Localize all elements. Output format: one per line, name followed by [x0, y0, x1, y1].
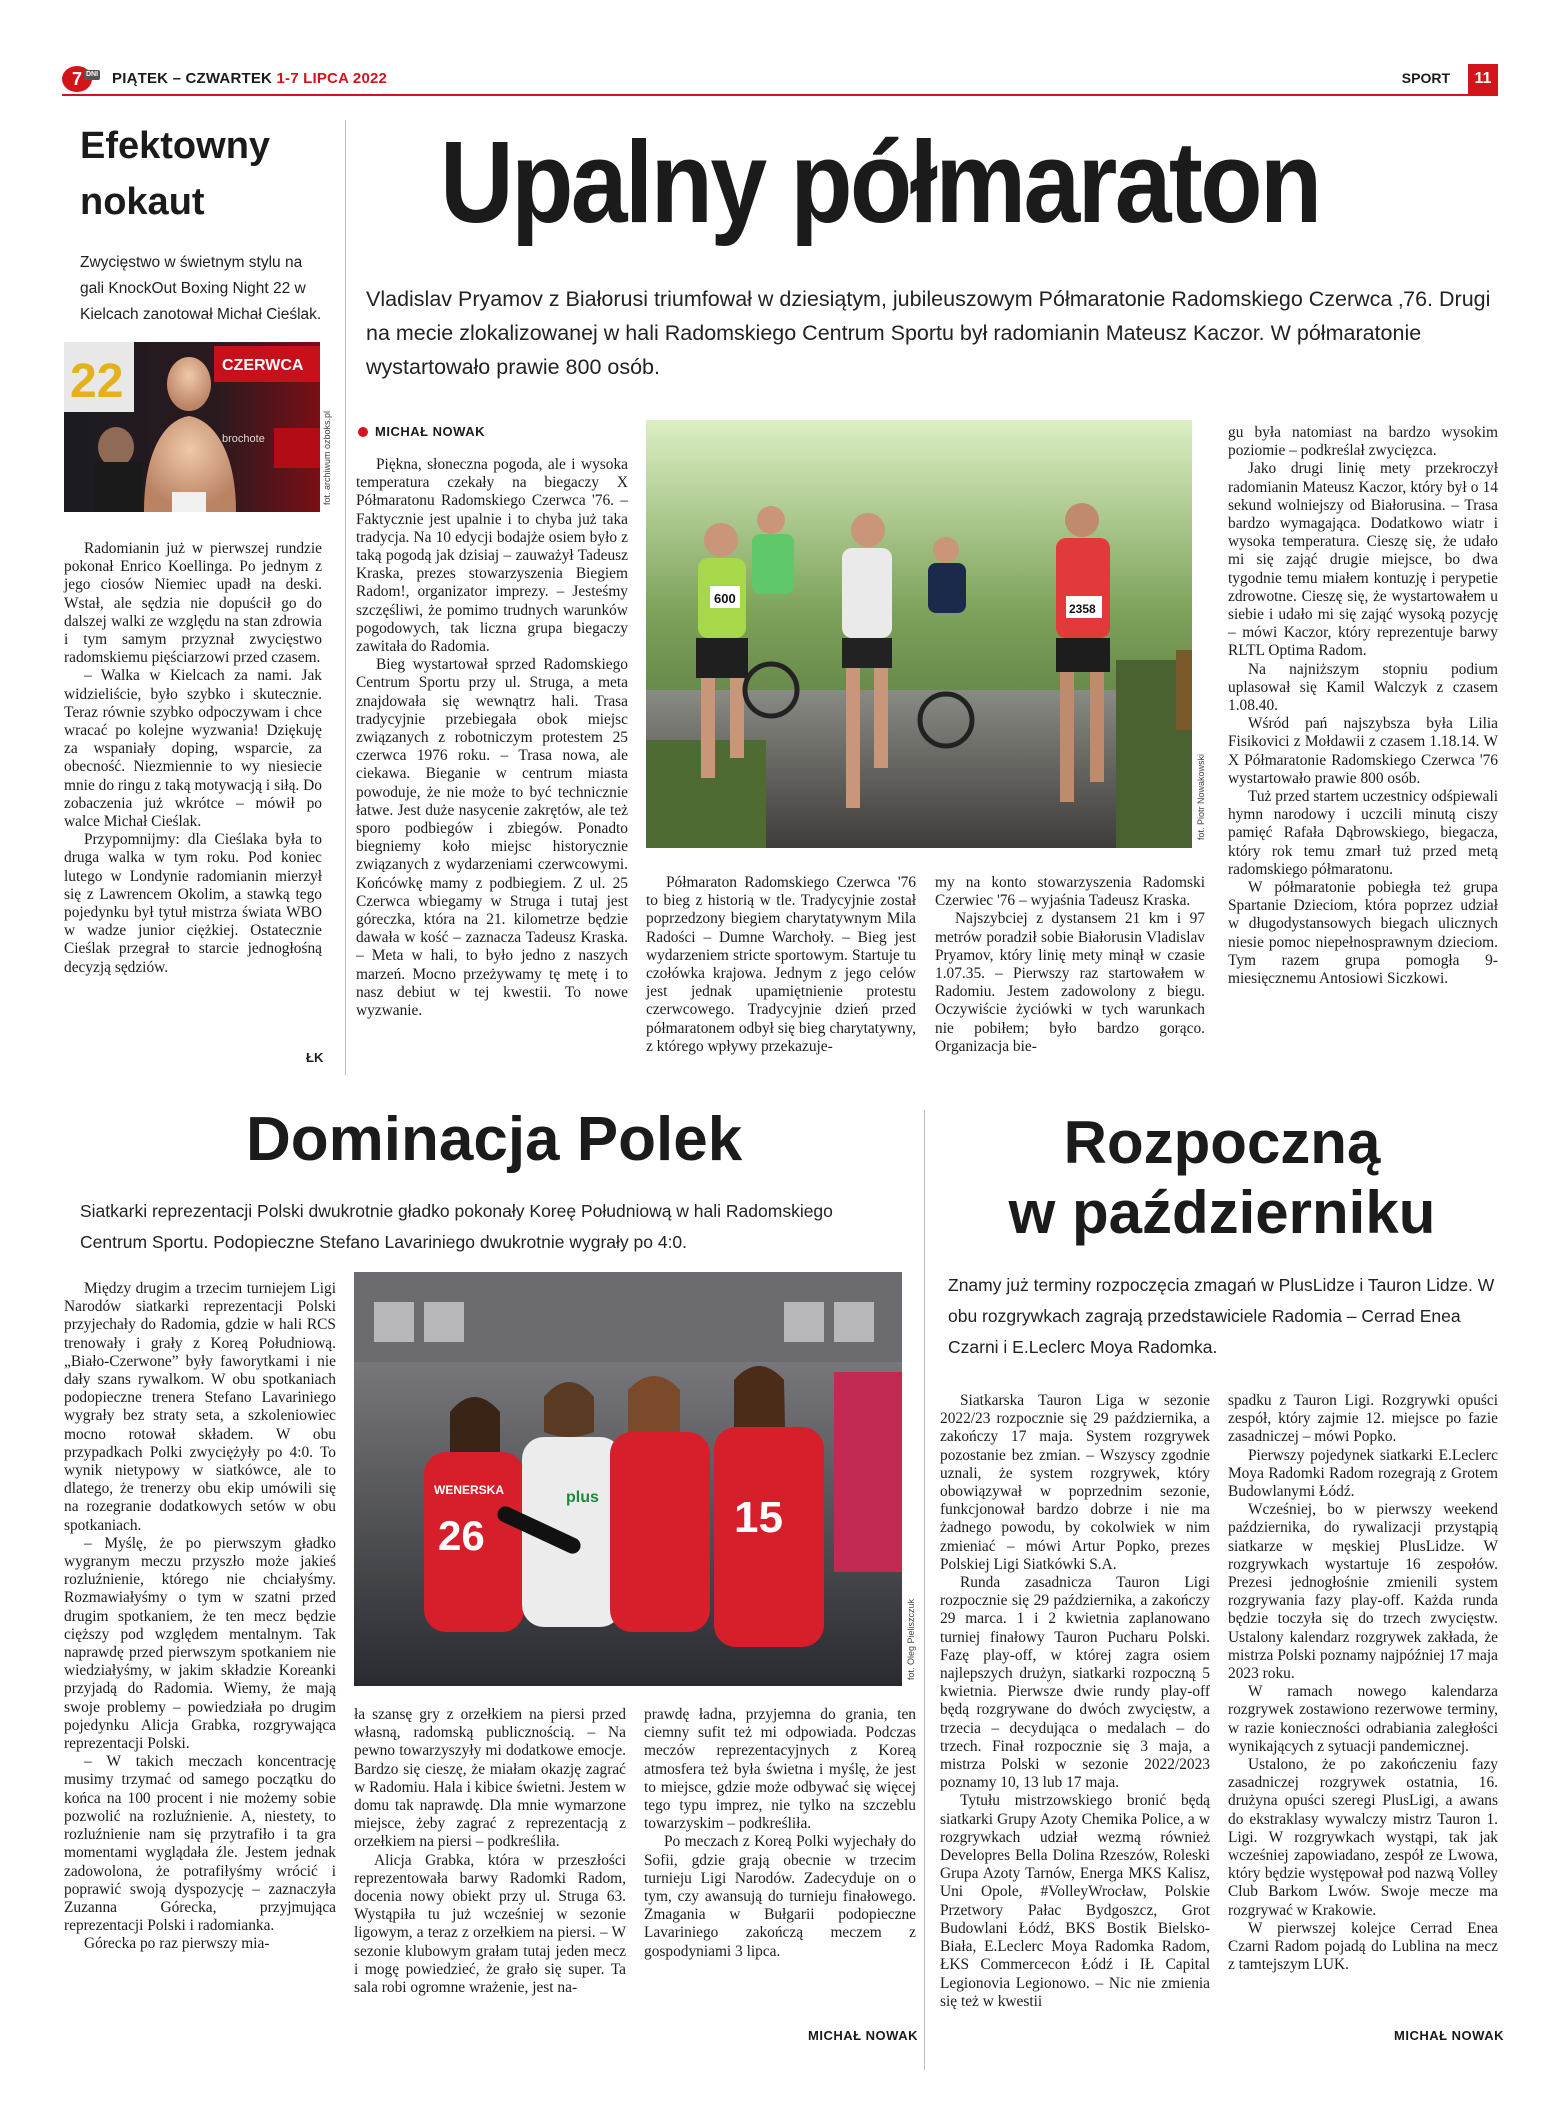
newspaper-logo: 7 DNI [62, 66, 92, 92]
volley-paragraph: Między drugim a trzecim turniejem Ligi Narodów siatkarki reprezentacji Polski przyjechały do Radomia, gdzie w hali RCS trenowały i grały z Koreą Południową. „Biało-Czerwone” były faworytkami i nie dały szans rywalkom. W obu spotkaniach podopieczne trenera Stefano Lavariniego wygrały bez straty seta, a szkoleniowiec mocno rotował składem. W obu przypadkach Polki zwyciężyły po 4:0. To wynik nietypowy w siatkówce, ale to dlatego, że trenerzy obu ekip umówili się na rozegranie dodatkowych setów w obu spotkaniach. [64, 1280, 336, 1534]
main-byline: MICHAŁ NOWAK [358, 424, 485, 439]
main-paragraph: W półmaratonie pobiegła też grupa Spartanie Dzieciom, która poprzez udział w długodystansowych biegach ulicznych niesie pomoc niepełnosprawnym dzieciom. Tym razem grupa pomogła 9-miesięcznemu Antosiowi Siczkowi. [1228, 879, 1498, 988]
league-column-1 [940, 1392, 1210, 2011]
boxer-photo-credit: fot. archiwum ozboks.pl [322, 410, 332, 505]
volley-paragraph: – W takich meczach koncentrację musimy trzymać od samego początku do końca na 100 procent i nie możemy sobie pozwolić na rozluźnienie. A, niestety, to rozluźnienie nam się przytrafiło i ta gra momentami wyglądała źle. Jestem jednak zadowolona, że potrafiłyśmy wrócić i poprawić swoją dyspozycję – zaznaczyła Zuzanna Górecka, przyjmująca reprezentacji Polski i radomianka. [64, 1753, 336, 1935]
header-rule [62, 94, 1498, 96]
league-paragraph: Wcześniej, bo w pierwszy weekend października, do rywalizacji przystąpią siatkarze w męskiej PlusLidze. W rozgrywkach wystartuje 16 zespołów. Prezesi jednogłośnie zmienili system rozgrywania fazy play-off. Każda runda będzie toczyła się do trzech zwycięstw. Ustalony kalendarz rozgrywek zakłada, że mistrza Polski poznamy najpóźniej 17 maja 2023 roku. [1228, 1501, 1498, 1683]
volley-column-1 [64, 1280, 336, 1954]
main-lead: Vladislav Pryamov z Białorusi triumfował w dziesiątym, jubileuszowym Półmaratonie Radomskiego Czerwca ‚76. Drugi na mecie zlokalizowanej w hali Radomskiego Centrum Sportu był radomianin Mateusz Kaczor. W półmaratonie wystartowało prawie 800 osób. [366, 287, 1491, 379]
boxer-photo [64, 342, 320, 512]
boxer-photo-number: 22 [70, 355, 124, 408]
volley-column-3 [644, 1706, 916, 1961]
bib-number: 2358 [1069, 602, 1096, 616]
volley-column-2 [354, 1706, 626, 1997]
box-title: Efektowny nokaut [80, 125, 271, 223]
column-divider [924, 1110, 925, 2070]
volley-author: MICHAŁ NOWAK [808, 2028, 918, 2043]
main-paragraph: my na konto stowarzyszenia Radomski Czerwiec '76 – wyjaśnia Tadeusz Kraska. [935, 874, 1205, 910]
main-paragraph: Bieg wystartował sprzed Radomskiego Centrum Sportu przy ul. Struga, a meta znajdowała się wewnątrz hali. Trasa tradycyjnie przebiegała obok miejsc związanych z robotniczym protestem 25 czerwca 1976 roku. – Trasa nowa, ale ciekawa. Bieganie w centrum miasta powoduje, że nie może to być technicznie łatwe. Jest duże nasycenie zakrętów, ale też sporo podbiegów i zbiegów. Ponadto biegniemy koło miejsc historycznie związanych z wydarzeniami czerwcowymi. Końcówkę mamy z podbiegiem. Z ul. 25 Czerwca wbiegamy w Struga i tutaj jest góreczka, która na 21. kilometrze będzie dawała w kość – zaznacza Tadeusz Kraska. – Meta w hali, to było jedno z naszych marzeń. Mocno przeżywamy tę metę i to nasz debiut w tej kwestii. To nowe wyzwanie. [356, 656, 628, 1020]
runners-image [646, 420, 1192, 848]
main-paragraph: Najszybciej z dystansem 21 km i 97 metrów poradził sobie Białorusin Vladislav Pryamov, który linię mety minął w czasie 1.07.35. – Pierwszy raz startowałem w Radomiu. Jestem zadowolony z biegu. Oczywiście życiówki w tych warunkach nie pobiłem; było bardzo gorąco. Organizacja bie- [935, 910, 1205, 1055]
volley-paragraph: Alicja Grabka, która w przeszłości reprezentowała barwy Radomki Radom, docenia nowy obiekt przy ul. Struga 63. Wystąpiła tu już wcześniej w sezonie ligowym, a teraz z orzełkiem na piersi. – W sezonie klubowym grałam tutaj jeden mecz i mogę powiedzieć, że grało się super. Ta sala robi ogromne wrażenie, jest na- [354, 1851, 626, 1997]
league-paragraph: spadku z Tauron Ligi. Rozgrywki opuści zespół, który zajmie 12. miejsce po fazie zasadniczej – mówi Popko. [1228, 1392, 1498, 1446]
box-paragraph: – Walka w Kielcach za nami. Jak widzieliście, było szybko i skutecznie. Teraz równie szybko odpoczywam i chce wracać po kolejne wyzwania! Dziękuję za wspaniały doping, wsparcie, za obecność. Niezmiennie to wy niesiecie mnie do ringu z taką motywacją i siłą. Do zobaczenia już wkrótce – mówił po walce Michał Cieślak. [64, 667, 322, 831]
boxer-photo-brand: brochote [222, 433, 265, 445]
section-name: SPORT [1401, 70, 1450, 86]
byline-dot-icon [358, 427, 368, 437]
main-column-4 [1228, 424, 1498, 988]
main-paragraph: Tuż przed startem uczestnicy odśpiewali hymn narodowy i uczcili minutą ciszy pamięć Rafała Dąbrowskiego, biegacza, który rok temu zmarł tuż przed metą radomskiego półmaratonu. [1228, 788, 1498, 878]
volley-lead: Siatkarki reprezentacji Polski dwukrotnie gładko pokonały Koreę Południową w hali Radomskiego Centrum Sportu. Podopieczne Stefano Lavariniego dwukrotnie wygrały po 4:0. [80, 1201, 833, 1252]
league-paragraph: Tytułu mistrzowskiego bronić będą siatkarki Grupy Azoty Chemika Police, a w rozgrywkach udział wezmą również Developres Bella Dolina Rzeszów, Roleski Grupa Azoty Tarnów, Energa MKS Kalisz, Uni Opole, #VolleyWrocław, Polskie Przetwory Pałac Bydgoszcz, Grot Budowlani Łódź, BKS Bostik Bielsko-Biała, E.Leclerc Moya Radomka Radom, ŁKS Commercecon Łódź i IŁ Capital Legionovia Legionowo. – Nic nie zmienia się też w kwestii [940, 1792, 1210, 2010]
box-lead: Zwycięstwo w świetnym stylu na gali KnockOut Boxing Night 22 w Kielcach zanotował Michał Cieślak. [80, 254, 322, 323]
league-paragraph: W pierwszej kolejce Cerrad Enea Czarni Radom pojadą do Lublina na mecz z tamtejszym LUK. [1228, 1919, 1498, 1974]
volleyball-image [354, 1272, 902, 1686]
main-title: Upalny półmaraton [440, 117, 1320, 247]
league-title: Rozpoczną w październiku [1008, 1109, 1436, 1246]
league-column-2 [1228, 1392, 1498, 1975]
league-paragraph: W ramach nowego kalendarza rozgrywek zostawiono rezerwowe terminy, w razie konieczności odrabiania zaległości wynikających z sytuacji pandemicznej. [1228, 1683, 1498, 1755]
main-paragraph: Jako drugi linię mety przekroczył radomianin Mateusz Kaczor, który był o 14 sekund wolniejszy od Białorusina. – Trasa bardzo wymagająca. Dodatkowo wiatr i wysoka temperatura. Cieszę się, że udało mi się zająć drugie miejsce, bo dwa tygodnie temu miałem kontuzję i perypetie zdrowotne. Cieszę się, że wystartowałem u siebie i udało mi się zająć wysoką pozycję – mówi Kaczor, który reprezentuje barwy RLTL Optima Radom. [1228, 460, 1498, 660]
volley-paragraph: Po meczach z Koreą Polki wyjechały do Sofii, gdzie grają obecnie w trzecim turnieju Ligi Narodów. Zadecyduje on o tym, czy awansują do turnieju finałowego. Zmagania w Bułgarii podopieczne Lavariniego zakończą meczem z gospodyniami 3 lipca. [644, 1833, 916, 1960]
sponsor-logo: plus [566, 1489, 599, 1506]
volley-paragraph: – Myślę, że po pierwszym gładko wygranym meczu przyszło może jakieś rozluźnienie, którego nie chciałyśmy. Rozmawiałyśmy o tym w szatni przed drugim spotkaniem, że ten mecz będzie cięższy pod względem mentalnym. Tak naprawdę przed pierwszym spotkaniem nie wiedziałyśmy, w jakim składzie Koreanki przyjadą do Radomia. Wiemy, że mają swoje problemy – powiedziała po drugim pojedynku Alicja Grabka, rozgrywająca reprezentacji Polski. [64, 1534, 336, 1753]
volleyball-photo [354, 1272, 902, 1686]
box-body [64, 540, 322, 977]
jersey-name: WENERSKA [434, 1483, 505, 1497]
main-column-2 [646, 874, 916, 1056]
volley-paragraph: Górecka po raz pierwszy mia- [84, 1935, 270, 1953]
runners-photo-credit: fot. Piotr Nowakowski [1196, 753, 1206, 840]
main-paragraph: gu była natomiast na bardzo wysokim poziomie – podkreślał zwycięzca. [1228, 424, 1498, 460]
league-paragraph: Pierwszy pojedynek siatkarki E.Leclerc Moya Radomki Radom rozegrają z Grotem Budowlanymi Łódź. [1228, 1446, 1498, 1501]
boxer-photo-czerwca: CZERWCA [222, 357, 304, 374]
column-divider [345, 120, 346, 1075]
bib-number: 600 [714, 591, 736, 606]
issue-date: PIĄTEK – CZWARTEK 1-7 LIPCA 2022 [112, 70, 388, 87]
main-paragraph: Piękna, słoneczna pogoda, ale i wysoka temperatura czekały na biegaczy X Półmaratonu Radomskiego Czerwca '76. – Faktycznie jest upalnie i to chyba już taka tradycja. Na 10 edycji bodajże osiem było z taką pogodą jak dzisiaj – zauważył Tadeusz Kraska, prezes stowarzyszenia Biegiem Radom!, organizator imprezy. – Jesteśmy szczęśliwi, że pomimo trudnych warunków pogodowych, tak liczna grupa biegaczy zawitała do Radomia. [356, 456, 628, 656]
box-paragraph: Przypomnijmy: dla Cieślaka była to druga walka w tym roku. Pod koniec lutego w Londynie radomianin mierzył się z Lawrencem Okolim, a stawką tego pojedynku był tytuł mistrza świata WBO w wadze junior ciężkiej. Ostatecznie Cieślak przegrał to starcie jednogłośną decyzją sędziów. [64, 831, 322, 976]
box-author: ŁK [306, 1050, 324, 1065]
league-paragraph: Siatkarska Tauron Liga w sezonie 2022/23 rozpocznie się 29 października, a zakończy 17 maja. System rozgrywek pozostanie bez zmian. – Wszyscy zgodnie uznali, że system rozgrywek, który obowiązywał w poprzednim sezonie, funkcjonował bardzo dobrze i nie ma żadnego powodu, by cokolwiek w nim zmieniać – mówi Artur Popko, prezes Polskiej Ligi Siatkówki S.A. [940, 1392, 1210, 1573]
box-paragraph: Radomianin już w pierwszej rundzie pokonał Enrico Koellinga. Po jednym z jego ciosów Niemiec upadł na deski. Wstał, ale sędzia nie dopuścił go do dalszej walki ze względu na stan zdrowia i tym samym przyznał zwycięstwo radomskiemu pięściarzowi przed czasem. [64, 540, 322, 667]
runners-photo [646, 420, 1192, 848]
main-paragraph: Wśród pań najszybsza była Lilia Fisikovici z Mołdawii z czasem 1.18.14. W X Półmaratonie Radomskiego Czerwca '76 wystartowało prawie 800 osób. [1228, 715, 1498, 787]
volley-paragraph: prawdę ładna, przyjemna do grania, ten ciemny sufit też mi odpowiada. Podczas meczów reprezentacyjnych z Koreą atmosfera też była świetna i myślę, że jest to miejsce, gdzie może odbywać się więcej tego typu imprez, nie tylko na szczeblu towarzyskim – podkreśliła. [644, 1706, 916, 1833]
jersey-number: 15 [734, 1493, 783, 1542]
main-column-3 [935, 874, 1205, 1056]
volley-paragraph: ła szansę gry z orzełkiem na piersi przed własną, radomską publicznością. – Na pewno towarzyszyły mi dodatkowe emocje. Bardzo się cieszę, że miałam okazję zagrać w Radomiu. Hala i kibice świetni. Jestem w domu tak naprawdę. Dla mnie wymarzone miejsce, żeby zagrać z reprezentacją z orzełkiem na piersi – podkreśliła. [354, 1706, 626, 1851]
jersey-number: 26 [438, 1512, 485, 1559]
boxer-image [64, 342, 320, 512]
league-paragraph: Runda zasadnicza Tauron Ligi rozpocznie się 29 października, a zakończy 29 marca. 1 i 2 kwietnia zaplanowano turniej finałowy Tauron Pucharu Polski. Fazę play-off, w której zagra osiem najlepszych drużyn, siatkarki rozpoczną 5 kwietnia. Pierwsze dwie rundy play-off będą rozgrywane do dwóch zwycięstw, a trzecia – decydująca o medalach – do trzech. Finał rozpocznie się 3 maja, a mistrza Polski w sezonie 2022/2023 poznamy 10, 13 lub 17 maja. [940, 1574, 1210, 1792]
league-author: MICHAŁ NOWAK [1394, 2028, 1504, 2043]
page-header [62, 64, 1498, 94]
main-paragraph: Na najniższym stopniu podium uplasował się Kamil Walczyk z czasem 1.08.40. [1228, 660, 1498, 715]
main-column-1 [356, 456, 628, 1020]
volley-title: Dominacja Polek [246, 1105, 743, 1174]
league-paragraph: Ustalono, że po zakończeniu fazy zasadniczej rozgrywek ostatnia, 16. drużyna opuści szeregi PlusLigi, a awans do ekstraklasy wywalczy mistrz Tauron 1. Ligi. W rozgrywkach wystąpi, tak jak wcześniej zapowiadano, zespół ze Lwowa, który będzie występował pod nazwą Volley Club Barkom Lwów. Swoje mecze ma rozgrywać w Krakowie. [1228, 1756, 1498, 1919]
main-paragraph: Półmaraton Radomskiego Czerwca '76 to bieg z historią w tle. Tradycyjnie został poprzedzony biegiem charytatywnym Mila Radości – Dumne Warchoły. – Bieg jest wydarzeniem stricte sportowym. Startuje tu czołówka krajowa. Jednym z jego celów jest jednak upamiętnienie protestu czerwcowego. Tradycyjnie dzień przed półmaratonem odbył się bieg charytatywny, z którego wpływy przekazuje- [646, 874, 916, 1055]
page-number: 11 [1468, 64, 1498, 94]
volleyball-photo-credit: fot. Oleg Pieliszczuk [906, 1598, 916, 1680]
league-lead: Znamy już terminy rozpoczęcia zmagań w PlusLidze i Tauron Lidze. W obu rozgrywkach zagrają przedstawiciele Radomia – Cerrad Enea Czarni i E.Leclerc Moya Radomka. [948, 1275, 1495, 1357]
